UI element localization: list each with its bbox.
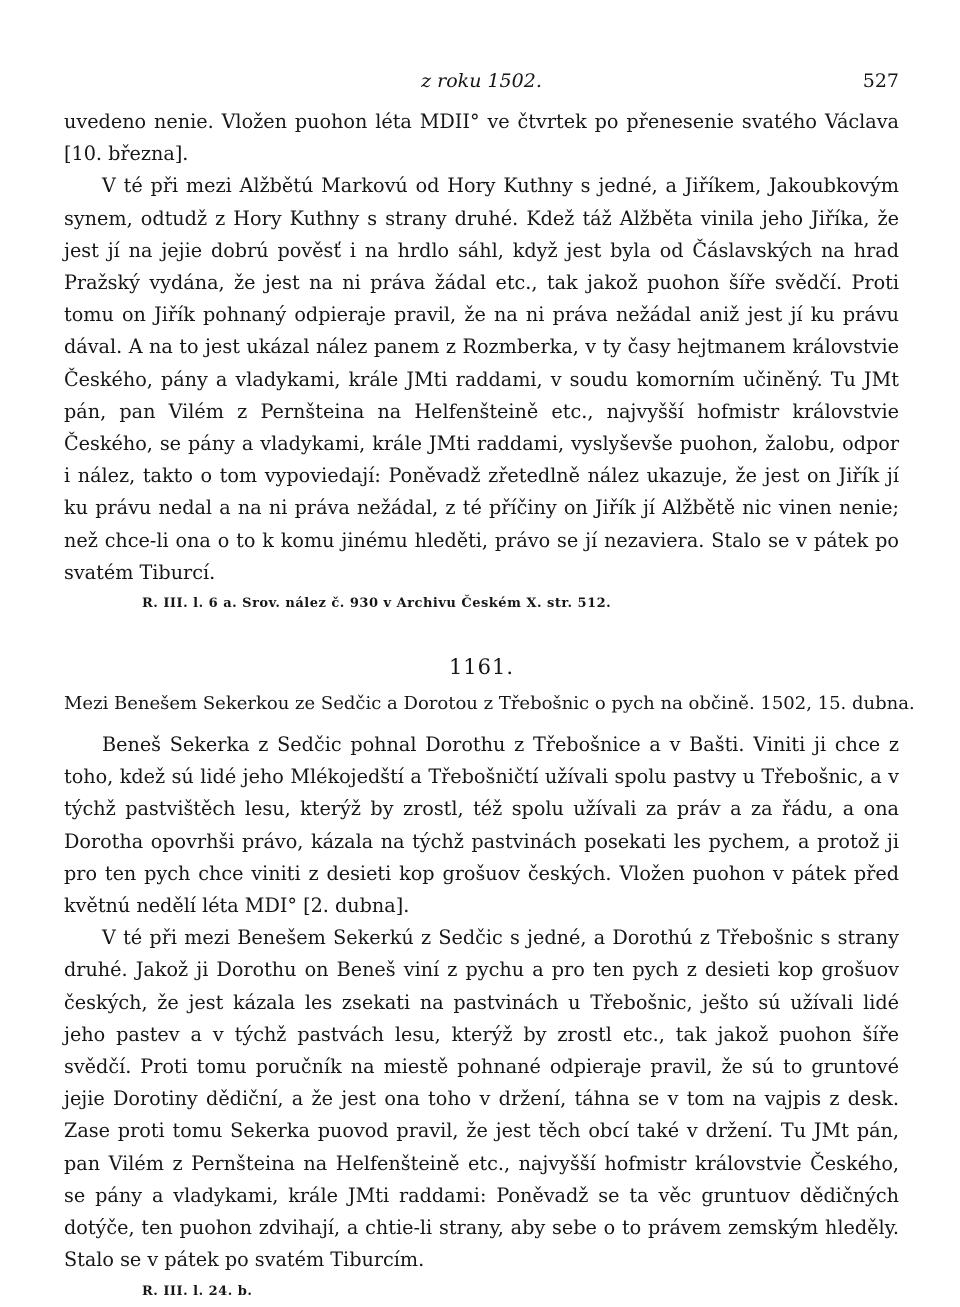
entry-paragraph-2: V té při mezi Benešem Sekerkú z Sedčic s jedné, a Dorothú z Třebošnic s strany druhé. Jakož ji Dorothu on Beneš viní z pychu a pro ten pych z desieti kop grošuov českých, že jest kázala les zsekati na pastvinách u Třebošnic, ješto sú užívali lidé jeho pastev a v týchž pastvách lesu, kterýž by zrostl etc., tak jakož puohon šíře svědčí. Proti tomu poručník na miestě pohnané odpieraje pravil, že sú to gruntové jejie Dorotiny dědiční, a že jest ona toho v držení, táhna se v tom na vajpis z desk. Zase proti tomu Sekerka puovod pravil, že jest těch obcí také v držení. Tu JMt pán, pan Vilém z Pernšteina na Helfenšteině etc., najvyšší hofmistr královstvie Českého, se pány a vladykami, krále JMti raddami: Poněvadž se ta věc gruntuov dědičných dotýče, ten puohon zdvihají, a chtie-li strany, aby sebe o to právem zemským hleděly. Stalo se v pátek po svatém Tiburcím. <box>64 926 899 1272</box>
entry-summary: Mezi Benešem Sekerkou ze Sedčic a Dorotou z Třebošnic o pych na občině. 1502, 15. dubna. <box>64 693 915 715</box>
source-note-1: R. III. l. 6 a. Srov. nález č. 930 v Archivu Českém X. str. 512. <box>142 596 612 612</box>
page-number: 527 <box>862 70 899 92</box>
entry-body <box>64 729 899 1276</box>
running-header <box>64 70 899 106</box>
document-page <box>64 70 915 1307</box>
source-note-2: R. III. l. 24. b. <box>142 1283 253 1299</box>
running-title: z roku 1502. <box>421 70 542 92</box>
entry-number: 1161. <box>448 655 515 680</box>
continued-paragraph-1: uvedeno nenie. Vložen puohon léta MDII° ve čtvrtek po přenesenie svatého Václava [10. března]. <box>64 110 899 166</box>
continued-entry <box>64 106 899 589</box>
entry-paragraph-1: Beneš Sekerka z Sedčic pohnal Dorothu z Třebošnice a v Bašti. Viniti ji chce z toho, kdež sú lidé jeho Mlékojedští a Třebošničtí užívali spolu pastvy u Třebošnic, a v týchž pastvištěch lesu, kterýž by zrostl, též spolu užívali za práv a za řádu, a ona Dorotha opovrhši právo, kázala na týchž pastvinách posekati les pychem, a protož ji pro ten pych chce viniti z desieti kop grošuov českých. Vložen puohon v pátek před květnú nedělí léta MDI° [2. dubna]. <box>64 733 899 918</box>
continued-paragraph-2: V té při mezi Alžbětú Markovú od Hory Kuthny s jedné, a Jiříkem, Jakoubkovým synem, odtudž z Hory Kuthny s strany druhé. Kdež táž Alžběta vinila jeho Jiříka, že jest jí na jejie dobrú pověsť i na hrdlo sáhl, když jest byla od Čáslavských na hrad Pražský vydána, že jest na ni práva žádal etc., tak jakož puohon šíře svědčí. Proti tomu on Jiřík pohnaný odpieraje pravil, že na ni práva nežádal aniž jest jí ku právu dával. A na to jest ukázal nález panem z Rozmberka, v ty časy hejtmanem královstvie Českého, pány a vladykami, krále JMti raddami, v soudu komorním učiněný. Tu JMt pán, pan Vilém z Pernšteina na Helfenšteině etc., najvyšší hofmistr královstvie Českého, se pány a vladykami, krále JMti raddami, vyslyševše puohon, žalobu, odpor i nález, takto o tom vypoviedají: Poněvadž zřetedlně nález ukazuje, že jest on Jiřík jí ku právu nedal a na ni práva nežádal, z té příčiny on Jiřík jí Alžbětě nic vinen nenie; než chce-li ona o to k komu jinému hleděti, právo se jí nezaviera. Stalo se v pátek po svatém Tiburcí. <box>64 174 899 584</box>
